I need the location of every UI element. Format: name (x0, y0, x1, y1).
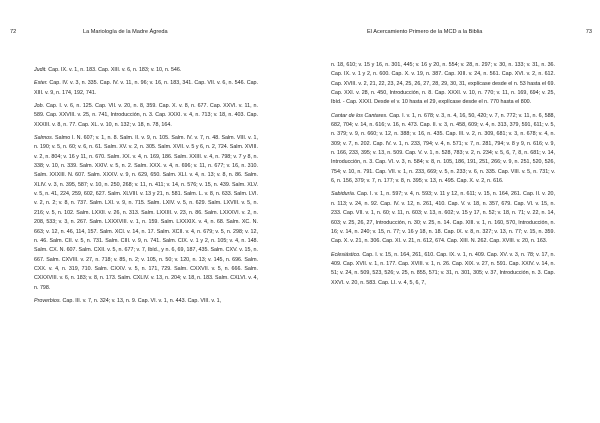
book-name: Judit. (34, 67, 47, 73)
book-name: Sabiduría. (331, 191, 356, 198)
index-entry-salmos (34, 134, 258, 293)
left-page-header (10, 27, 280, 37)
index-entry-job (34, 102, 258, 130)
index-entry-sabiduria (331, 190, 555, 246)
book-name: Salmos. (34, 135, 54, 142)
book-name: Job. (34, 103, 45, 110)
citation-text: Cap. IV. v. 3, n. 335. Cap. IV. v. 11, n. 96; v. 16, n. 183, 341. Cap. VII. v. 6, n. 546. Cap. XIII. v. 9, n. 174, 192, 741. (34, 80, 258, 96)
index-entry-eclesiastico (331, 251, 555, 288)
right-page (300, 0, 600, 423)
citation-text: Cap. III. v. 7, n. 324; v. 13, n. 9. Cap. VI. v. 1, n. 443. Cap. VIII. v. 1, (61, 297, 222, 304)
index-entry-ester (34, 79, 258, 98)
right-page-body (331, 61, 555, 292)
index-entry-cantar (331, 112, 555, 187)
citation-text: Cap. I. v. 6, n. 125. Cap. VII. v. 20, n. 8, 359. Cap. X. v. 8, n. 677. Cap. XXVI. v. 11, n. 589. Cap. XXVIII. v. 25, n. 741, Introducción, n. 3. Cap. XXXI. v. 4, n. 713; v. 18, n. 403. Cap. XXXIII. v. 8, n. 77. Cap. XL. v. 10, n. 132; v. 18, n. 78, 164. (34, 103, 258, 128)
index-entry-proverbios-continued: n. 18, 610; v. 15 y 16, n. 301, 445; v. 16 y 20, n. 554; v. 28, n. 297; v. 30, n. 133; v. 31, n. 36. Cap. IX. v. 1 y 2, n. 600. Cap. X. v. 19, n. 387. Cap. XIII. v. 24, n. 561. Cap. XVI. v. 2, n. 612. Cap. XVIII. v. 2, 21, 22, 23, 24, 25, 26, 27, 28, 29, 30, 31, explícase desde el n. 53 hasta el 69. Cap. XXI. v. 28, n. 450, Introducción, n. 8. Cap. XXXI. v. 10, n. 770; v. 11, n. 169, 694; v. 25, Ibíd. - Cap. XXXI. Desde el v. 10 hasta el 29, explícase desde el n. 770 hasta el 800. (331, 62, 555, 106)
citation-text: Cap. I. v. 1, n. 678; v. 3, n. 4, 16, 50, 420; v. 7, n. 772; v. 11, n. 6, 588, 682, 704; v. 14, n. 616; v. 16, n. 473. Cap. II. v. 3, n. 458, 609; v. 4, n. 313, 379, 591, 611; v. 5, n. 379; v. 9, n. 660; v. 12, n. 388; v. 16, n. 435. Cap. III. v. 2, n. 309, 681; v. 3, n. 678; v. 4, n. 309; v. 7, n. 202. Cap. IV. v. 1, n. 233, 794; v. 4, n. 571; v. 7, n. 281, 794; v. 8 y 9, n. 616; v. 9, n. 166, 233, 395; v. 13, n. 509. Cap. V. v. 1, n. 528, 783; v. 2, n. 234; v. 5, 6, 7, 8, n. 681; v. 14, Introducción, n. 3. Cap. VI. v. 3, n. 584; v. 8, n. 105, 186, 191, 251, 266; v. 9, n. 251, 520, 526, 754; v. 10, n. 791. Cap. VII. v. 1, n. 233, 669; v. 5, n. 233; v. 6, n. 335. Cap. VIII. v. 5, n. 731; v. 6, n. 156, 379; v. 7, n. 177; v. 8, n. 395; v. 13, n. 495. Cap. X. v. 2, n. 616. (331, 112, 556, 185)
citation-text: Salmo I. N. 607; v. 1, n. 8. Salm. II. v. 9, n. 105. Salm. IV. v. 7, n. 48. Salm. VIII. v. 1, n. 190; v. 5, n. 60; v. 6, n. 61. Salm. XV. v. 2, n. 305. Salm. XVII. v. 5 y 6, n. 2, 724. Salm. XVIII. v. 2, n. 804; v. 16 y 11, n. 670. Salm. XX. v. 4, n. 169, 186. Salm. XXIII. v. 4, n. 798; v. 7 y 8, n. 338; v. 10, n. 339. Salm. XXIV. v. 5, n. 2. Salm. XXX. v. 4, n. 696; v. 11, n. 677; v. 16, n. 310. Salm. XXXIII. N. 607. Salm. XXXV. v. 9, n. 629, 650. Salm. XLI. v. 4, n. 13; v. 8, n. 86. Salm. XLIV. v. 3, n. 395, 587; v. 10, n. 250, 268; v. 11, n. 411; v. 14, n. 576; v. 15, n. 439. Salm. XLV. v. 5, n. 41, 224, 259, 602, 627. Salm. XLVIII. v. 13 y 21, n. 581. Salm. L. v. 8, n. 633. Salm. LVI. v. 2, n. 2; v. 8, n. 737. Salm. LXI. v. 9, n. 715. Salm. LXIV. v. 5, n. 629. Salm. LXVIII. v. 5, n. 216; v. 5, n. 102. Salm. LXXII. v. 26, n. 313. Salm. LXXIII. v. 23, n. 86. Salm. LXXXVI. v. 2, n. 208, 533; v. 3, n. 267. Salm. LXXXVIII. v. 1, n. 159. Salm. LXXXIX. v. 4, n. 68. Salm. XC. N. 663; v. 12, n. 46, 114, 157. Salm. XCI. v. 14, n. 17. Salm. XCII. v. 4, n. 679; v. 5, n. 298; v. 12, n. 46. Salm. CII. v. 5, n. 731. Salm. CIII. v. 9, n. 741. Salm. CIX. v. 1 y 2, n. 105; v. 4, n. 148. Salm. CX. N. 607. Salm. CXII. v. 5, n. 677; v. 7, Ibíd., y n. 6, 69, 187, 435. Salm. CXV. v. 15, n. 667. Salm. CXVIII. v. 27, n. 718; v. 85, n. 2; v. 105, n. 50; v. 120, n. 13; v. 145, n. 696. Salm. CXX. v. 4, n. 319, 710. Salm. CXXV. v. 5, n. 171, 729. Salm. CXXVII. v. 5, n. 666. Salm. CXXXVIII. v. 6, n. 183; v. 8, n. 173. Salm. CXLIV. v. 13, n. 204; v. 18, n. 183. Salm. CXLVI. v. 4, n. 798. (34, 135, 258, 291)
index-entry-judit (34, 66, 258, 75)
page-number: 73 (585, 29, 592, 35)
index-entry-proverbios (34, 297, 258, 306)
citation-text: Cap. IX. v. 1, n. 183. Cap. XIII. v. 6, n. 183; v. 10, n. 546. (46, 67, 182, 73)
right-page-header (322, 27, 592, 37)
book-name: Proverbios. (34, 297, 62, 304)
left-page-body (34, 66, 258, 310)
page-number: 72 (10, 29, 17, 35)
book-name: Eclesiástico. (331, 251, 361, 258)
citation-text: Cap. I. v. 15, n. 164, 261, 610. Cap. IX. v. 1, n. 409. Cap. XV. v. 3, n. 78; v. 17, n. 409. Cap. XVII. v. 1, n. 177. Cap. XVIII. v. 1, n. 26. Cap. XIX. v. 27, n. 591. Cap. XXIV. v. 14, n. 51; v. 24, n. 509, 523, 526; v. 25, n. 855, 571; v. 31, n. 301, 305; v. 37, Introducción, n. 3. Cap. XXVI. v. 20, n. 583. Cap. LI. v. 4, 5, 6, 7, (331, 251, 555, 286)
citation-text: Cap. I. v. 1, n. 597; v. 4, n. 593; v. 11 y 12, n. 611; v. 15, n. 164, 261. Cap. II. v. 20, n. 113; v. 24, n. 92. Cap. IV. v. 12, n. 261, 410. Cap. V. v. 18, n. 357, 679. Cap. VI. v. 15, n. 233. Cap. VII. v. 1, n. 60; v. 11, n. 603; v. 13, n. 602; v. 15 y 17, n. 52; v. 18, n. 71; v. 22, n. 14, 603; v. 25, 26, 27, Introducción, n. 30; v. 25, n. 14. Cap. XIII. v. 1, n. 160, 570, Introducción, n. 16; v. 14, n. 240; v. 15, n. 77; v. 16 y 18, n. 18. Cap. IX. v. 8, n. 327; v. 13, n. 77; v. 15, n. 359. Cap. X. v. 21, n. 306. Cap. XI. v. 21, n. 612, 674. Cap. XIII. N. 262. Cap. XVIII. v. 20, n. 163. (331, 191, 555, 245)
running-title: El Acercamiento Primero de la MCD a la Biblia (367, 29, 483, 35)
book-name: Ester. (34, 80, 48, 87)
book-name: Cantar de los Cantares. (331, 112, 388, 119)
running-title: La Mariología de la Madre Ágreda (83, 29, 168, 35)
